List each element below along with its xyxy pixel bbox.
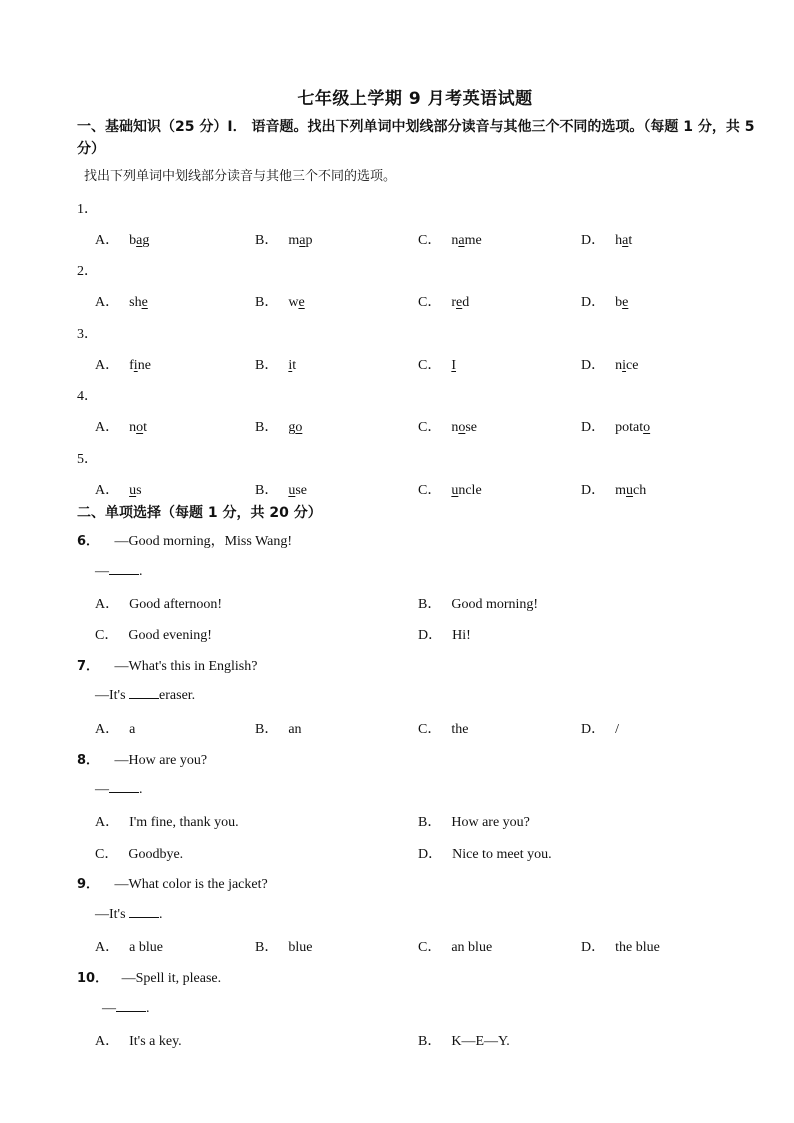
option-c[interactable] <box>418 354 456 374</box>
word-part: ne <box>137 358 151 373</box>
option-letter: A． <box>95 233 120 248</box>
word-part: n <box>615 358 623 373</box>
option-word <box>451 483 481 498</box>
underlined-part: u <box>626 483 634 498</box>
word-part: f <box>129 358 134 373</box>
option-letter: D． <box>581 420 606 435</box>
option-b[interactable] <box>255 229 312 249</box>
option-word <box>288 483 307 498</box>
option-c[interactable] <box>418 718 468 738</box>
option-a[interactable] <box>95 291 148 311</box>
underlined-part: a <box>299 233 306 248</box>
word-part: r <box>451 295 457 310</box>
option-word <box>129 233 149 248</box>
section1-instruction: 找出下列单词中划线部分读音与其他三个不同的选项。 <box>84 169 397 184</box>
underlined-part: o <box>643 420 651 435</box>
option-b[interactable] <box>255 416 302 436</box>
option-letter: C． <box>418 420 442 435</box>
question-number: 7． <box>77 659 100 674</box>
underlined-part: o <box>458 420 466 435</box>
section2-heading: 二、单项选择（每题 1 分，共 20 分） <box>77 505 322 521</box>
option-letter: D． <box>581 940 606 955</box>
option-c[interactable] <box>95 843 183 863</box>
option-letter: B． <box>255 940 279 955</box>
option-letter: A． <box>95 1034 120 1049</box>
answer-line <box>95 562 143 580</box>
option-letter: C． <box>418 358 442 373</box>
option-word <box>615 295 628 310</box>
option-word <box>451 233 481 248</box>
option-b[interactable] <box>418 811 530 831</box>
option-letter: B． <box>255 295 279 310</box>
option-letter: D． <box>418 847 443 862</box>
question-9 <box>77 873 268 893</box>
question-stem: —Good morning，Miss Wang! <box>114 534 293 549</box>
underlined-part: a <box>458 233 465 248</box>
answer-suffix: . <box>159 907 163 922</box>
option-text: a blue <box>129 940 163 955</box>
option-text: Good afternoon! <box>129 597 223 612</box>
option-word <box>615 420 650 435</box>
option-word <box>615 483 646 498</box>
option-word <box>288 420 302 435</box>
option-d[interactable] <box>581 479 646 499</box>
question-number: 3． <box>77 327 98 342</box>
question-10 <box>77 967 221 987</box>
word-part: potat <box>615 420 644 435</box>
word-part: me <box>464 233 482 248</box>
question-number: 1． <box>77 202 98 217</box>
option-text: Goodbye. <box>128 847 184 862</box>
answer-blank[interactable] <box>129 686 159 699</box>
question-number: 4． <box>77 389 98 404</box>
option-a[interactable] <box>95 936 163 956</box>
option-d[interactable] <box>581 718 619 738</box>
answer-line <box>95 780 143 798</box>
underlined-part: a <box>622 233 629 248</box>
page-title: 七年级上学期 9 月考英语试题 <box>297 89 533 109</box>
underlined-part: e <box>141 295 148 310</box>
word-part: ce <box>626 358 639 373</box>
option-a[interactable] <box>95 718 135 738</box>
answer-line <box>95 905 163 923</box>
option-word <box>615 358 638 373</box>
word-part: n <box>129 420 137 435</box>
underlined-part: e <box>456 295 463 310</box>
option-letter: A． <box>95 420 120 435</box>
option-letter: B． <box>418 815 442 830</box>
word-part: t <box>292 358 297 373</box>
question-6 <box>77 530 292 550</box>
option-c[interactable] <box>95 624 212 644</box>
option-text: K—E—Y. <box>451 1034 510 1049</box>
option-word <box>129 358 151 373</box>
option-b[interactable] <box>255 291 305 311</box>
option-b[interactable] <box>255 718 302 738</box>
option-text: Good morning! <box>451 597 539 612</box>
option-b[interactable] <box>255 479 307 499</box>
option-a[interactable] <box>95 479 142 499</box>
option-d[interactable] <box>581 291 628 311</box>
option-letter: A． <box>95 597 120 612</box>
underlined-part: a <box>136 233 143 248</box>
answer-line <box>102 999 150 1017</box>
option-c[interactable] <box>418 229 482 249</box>
word-part: se <box>295 483 308 498</box>
answer-prefix: — <box>102 1001 116 1016</box>
answer-suffix: eraser. <box>159 688 196 703</box>
option-d[interactable] <box>581 416 650 436</box>
question-8 <box>77 749 207 769</box>
option-letter: B． <box>418 597 442 612</box>
option-word <box>288 233 312 248</box>
option-letter: A． <box>95 940 120 955</box>
option-d[interactable] <box>581 936 660 956</box>
underlined-part: e <box>622 295 629 310</box>
underlined-part: e <box>298 295 305 310</box>
option-text: Nice to meet you. <box>452 847 552 862</box>
answer-prefix: —It's <box>95 907 130 922</box>
question-number: 8． <box>77 753 100 768</box>
word-part: h <box>615 233 623 248</box>
option-d[interactable] <box>581 354 638 374</box>
underlined-part: i <box>622 358 627 373</box>
answer-prefix: —It's <box>95 688 130 703</box>
option-c[interactable] <box>418 479 482 499</box>
question-number: 10． <box>77 971 109 986</box>
option-letter: A． <box>95 815 120 830</box>
option-letter: B． <box>255 420 279 435</box>
underlined-part: i <box>288 358 293 373</box>
option-a[interactable] <box>95 1030 182 1050</box>
option-text: Hi! <box>452 628 471 643</box>
word-part: n <box>451 233 459 248</box>
option-d[interactable] <box>418 624 471 644</box>
option-text: It's a key. <box>129 1034 182 1049</box>
option-a[interactable] <box>95 593 222 613</box>
option-letter: D． <box>581 358 606 373</box>
option-letter: C． <box>95 847 119 862</box>
option-letter: D． <box>581 233 606 248</box>
word-part: ch <box>633 483 647 498</box>
question-stem: —What color is the jacket? <box>114 877 268 892</box>
option-letter: B． <box>255 358 279 373</box>
option-a[interactable] <box>95 811 239 831</box>
option-c[interactable] <box>418 936 492 956</box>
option-letter: C． <box>418 233 442 248</box>
option-letter: C． <box>95 628 119 643</box>
word-part: g <box>142 233 150 248</box>
option-letter: C． <box>418 483 442 498</box>
answer-suffix: . <box>139 782 143 797</box>
question-number: 5． <box>77 452 98 467</box>
option-text: I'm fine, thank you. <box>129 815 239 830</box>
option-text: a <box>129 722 136 737</box>
option-text: blue <box>288 940 313 955</box>
option-text: an <box>288 722 302 737</box>
option-text: Good evening! <box>128 628 212 643</box>
option-a[interactable] <box>95 229 149 249</box>
underlined-part: i <box>133 358 138 373</box>
option-letter: D． <box>581 483 606 498</box>
word-part: w <box>288 295 299 310</box>
word-part: ncle <box>458 483 482 498</box>
option-a[interactable] <box>95 416 147 436</box>
option-letter: C． <box>418 940 442 955</box>
option-a[interactable] <box>95 354 151 374</box>
answer-blank[interactable] <box>116 999 146 1012</box>
option-letter: A． <box>95 358 120 373</box>
answer-blank[interactable] <box>129 905 159 918</box>
option-word <box>288 358 296 373</box>
question-stem: —Spell it, please. <box>121 971 222 986</box>
underlined-part: u <box>288 483 296 498</box>
option-text: the <box>451 722 469 737</box>
word-part: p <box>305 233 313 248</box>
option-letter: D． <box>418 628 443 643</box>
answer-suffix: . <box>146 1001 150 1016</box>
option-letter: C． <box>418 295 442 310</box>
option-letter: A． <box>95 483 120 498</box>
option-b[interactable] <box>255 354 296 374</box>
answer-blank[interactable] <box>109 780 139 793</box>
option-text: How are you? <box>451 815 530 830</box>
underlined-part: I <box>451 358 457 373</box>
option-b[interactable] <box>255 936 312 956</box>
option-c[interactable] <box>418 416 477 436</box>
option-word <box>129 420 147 435</box>
word-part: d <box>462 295 470 310</box>
option-text: an blue <box>451 940 493 955</box>
answer-suffix: . <box>139 564 143 579</box>
word-part: sh <box>129 295 142 310</box>
option-word <box>451 295 469 310</box>
option-d[interactable] <box>581 229 632 249</box>
answer-line <box>95 686 195 704</box>
option-letter: D． <box>581 722 606 737</box>
underlined-part: o <box>136 420 144 435</box>
section1-heading: 一、基础知识（25 分）I． 语音题。找出下列单词中划线部分读音与其他三个不同的选项。（每题 1 分，共 5 分） <box>77 119 755 157</box>
option-letter: B． <box>255 483 279 498</box>
option-text: / <box>615 722 620 737</box>
answer-blank[interactable] <box>109 562 139 575</box>
word-part: se <box>465 420 478 435</box>
option-b[interactable] <box>418 1030 510 1050</box>
answer-prefix: — <box>95 564 109 579</box>
question-number: 6． <box>77 534 100 549</box>
option-c[interactable] <box>418 291 469 311</box>
option-letter: B． <box>255 233 279 248</box>
option-word <box>615 233 632 248</box>
underlined-part: o <box>295 420 303 435</box>
option-d[interactable] <box>418 843 552 863</box>
option-letter: C． <box>418 722 442 737</box>
option-letter: B． <box>418 1034 442 1049</box>
word-part: m <box>288 233 300 248</box>
question-7 <box>77 655 257 675</box>
option-letter: A． <box>95 722 120 737</box>
option-letter: A． <box>95 295 120 310</box>
option-word <box>129 295 148 310</box>
question-number: 9． <box>77 877 100 892</box>
word-part: n <box>451 420 459 435</box>
word-part: b <box>129 233 137 248</box>
question-stem: —What's this in English? <box>114 659 258 674</box>
word-part: t <box>143 420 148 435</box>
word-part: s <box>136 483 142 498</box>
option-word <box>288 295 304 310</box>
option-word <box>451 358 456 373</box>
option-word <box>129 483 141 498</box>
option-text: the blue <box>615 940 660 955</box>
question-stem: —How are you? <box>114 753 208 768</box>
option-word <box>451 420 477 435</box>
question-number: 2． <box>77 264 98 279</box>
option-letter: B． <box>255 722 279 737</box>
word-part: b <box>615 295 623 310</box>
option-b[interactable] <box>418 593 538 613</box>
word-part: t <box>628 233 633 248</box>
answer-prefix: — <box>95 782 109 797</box>
option-letter: D． <box>581 295 606 310</box>
underlined-part: u <box>451 483 459 498</box>
underlined-part: u <box>129 483 137 498</box>
word-part: g <box>288 420 296 435</box>
word-part: m <box>615 483 627 498</box>
